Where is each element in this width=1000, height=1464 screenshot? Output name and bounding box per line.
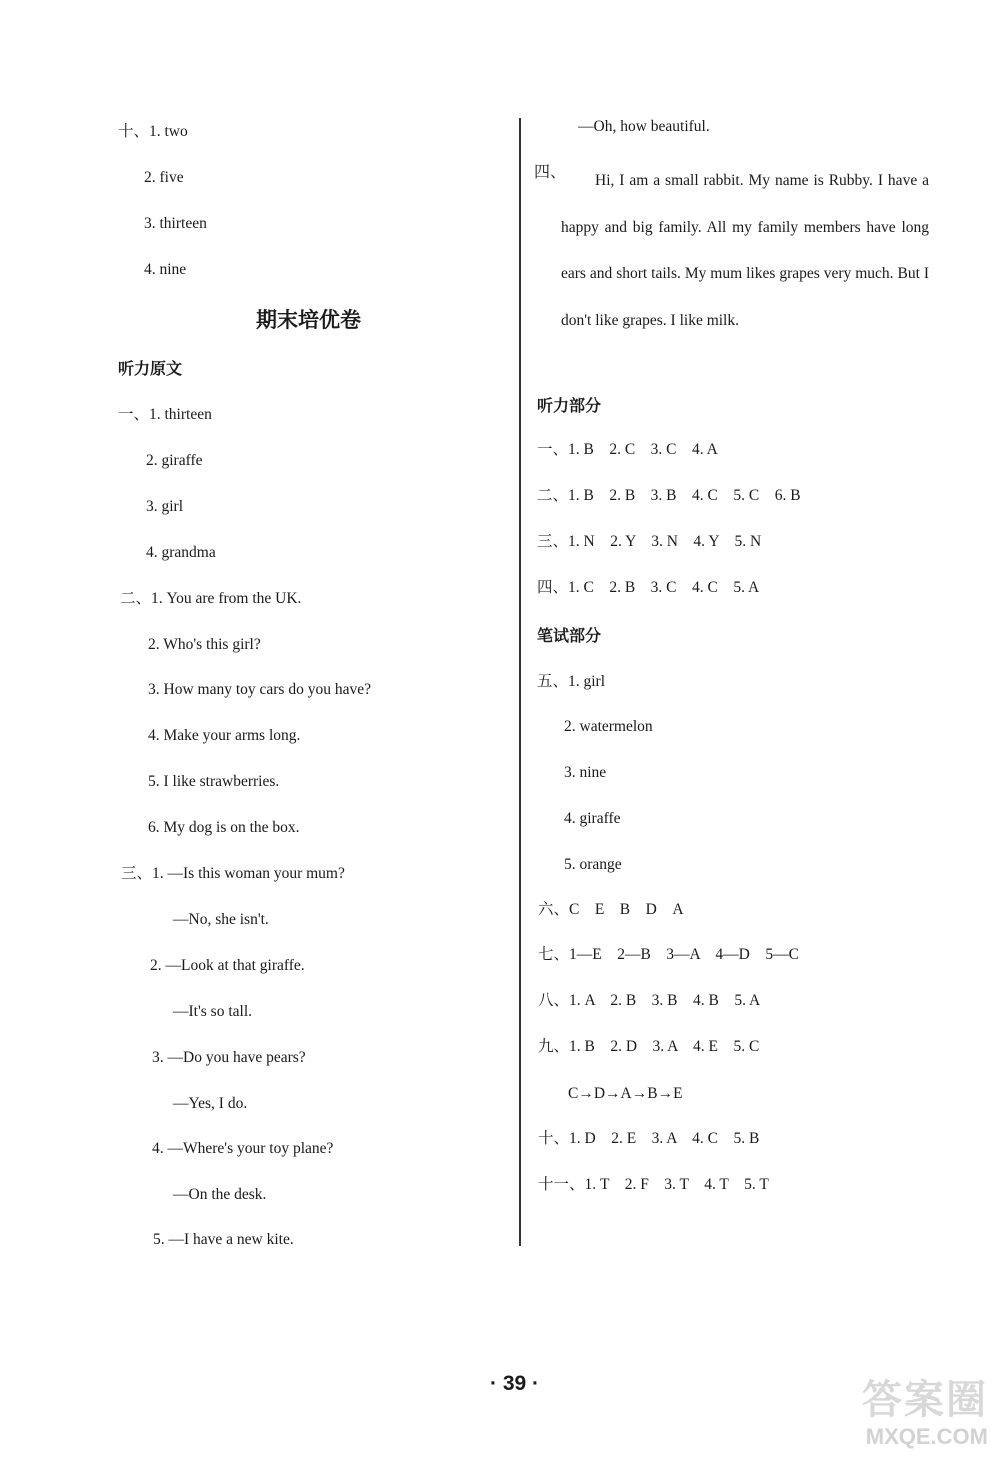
transcript-line: 2. giraffe — [146, 452, 203, 469]
transcript-line: —Yes, I do. — [173, 1095, 248, 1112]
transcript-line: —It's so tall. — [173, 1003, 252, 1020]
section-heading: 听力部分 — [537, 396, 602, 415]
transcript-line: —No, she isn't. — [173, 911, 269, 928]
answer-line: 六、C E B D A — [538, 901, 684, 918]
answer-line: 五、1. girl — [537, 673, 606, 690]
answer-line: 5. orange — [564, 856, 622, 873]
transcript-line: 三、1. —Is this woman your mum? — [121, 865, 345, 882]
answer-line: 十、1. D 2. E 3. A 4. C 5. B — [538, 1130, 760, 1147]
watermark-logo — [828, 1376, 988, 1456]
page-number: · 39 · — [490, 1372, 540, 1395]
transcript-line: 6. My dog is on the box. — [148, 819, 300, 836]
transcript-line: 2. Who's this girl? — [148, 636, 261, 653]
section-heading: 听力原文 — [118, 359, 183, 378]
answer-line: 一、1. B 2. C 3. C 4. A — [537, 441, 718, 458]
transcript-line: 5. I like strawberries. — [148, 773, 280, 790]
answer-line: 九、1. B 2. D 3. A 4. E 5. C — [538, 1038, 760, 1055]
answer-line: 3. nine — [564, 764, 607, 781]
answer-line: 八、1. A 2. B 3. B 4. B 5. A — [538, 992, 761, 1009]
answer-line: 2. five — [144, 169, 184, 186]
answer-line: 十、1. two — [118, 123, 188, 140]
transcript-line: 3. —Do you have pears? — [152, 1049, 306, 1066]
transcript-paragraph: Hi, I am a small rabbit. My name is Rubby. I have a happy and big family. All my family members have long ears and short tails. My mum likes grapes very much. But I don't like grapes. I like milk. — [561, 172, 929, 329]
answer-line: 3. thirteen — [144, 215, 207, 232]
answer-line: C→D→A→B→E — [568, 1085, 683, 1102]
transcript-line: 4. —Where's your toy plane? — [152, 1140, 334, 1157]
answer-line: 4. giraffe — [564, 810, 621, 827]
answer-line: 4. nine — [144, 261, 187, 278]
transcript-line: 4. Make your arms long. — [148, 727, 301, 744]
watermark-url: MXQE.COM — [865, 1424, 988, 1449]
column-divider — [519, 118, 521, 1246]
answer-line: 七、1—E 2—B 3—A 4—D 5—C — [538, 946, 799, 963]
section-title: 期末培优卷 — [256, 308, 361, 332]
transcript-line: 5. —I have a new kite. — [153, 1231, 294, 1248]
section-heading: 笔试部分 — [537, 626, 602, 645]
transcript-line: —On the desk. — [173, 1186, 267, 1203]
transcript-line: 4. grandma — [146, 544, 216, 561]
answer-line: 2. watermelon — [564, 718, 653, 735]
transcript-line: 3. girl — [146, 498, 184, 515]
transcript-line: 2. —Look at that giraffe. — [150, 957, 305, 974]
section-label: 四、 — [534, 164, 567, 181]
transcript-line: 一、1. thirteen — [118, 406, 212, 423]
answer-line: 二、1. B 2. B 3. B 4. C 5. C 6. B — [537, 487, 801, 504]
watermark-text: 答案圈 — [862, 1377, 988, 1423]
answer-line: 四、1. C 2. B 3. C 4. C 5. A — [537, 579, 760, 596]
answer-line: 十一、1. T 2. F 3. T 4. T 5. T — [538, 1176, 769, 1193]
transcript-line: 3. How many toy cars do you have? — [148, 681, 371, 698]
transcript-line: —Oh, how beautiful. — [578, 118, 710, 135]
answer-line: 三、1. N 2. Y 3. N 4. Y 5. N — [537, 533, 762, 550]
transcript-line: 二、1. You are from the UK. — [120, 590, 302, 607]
